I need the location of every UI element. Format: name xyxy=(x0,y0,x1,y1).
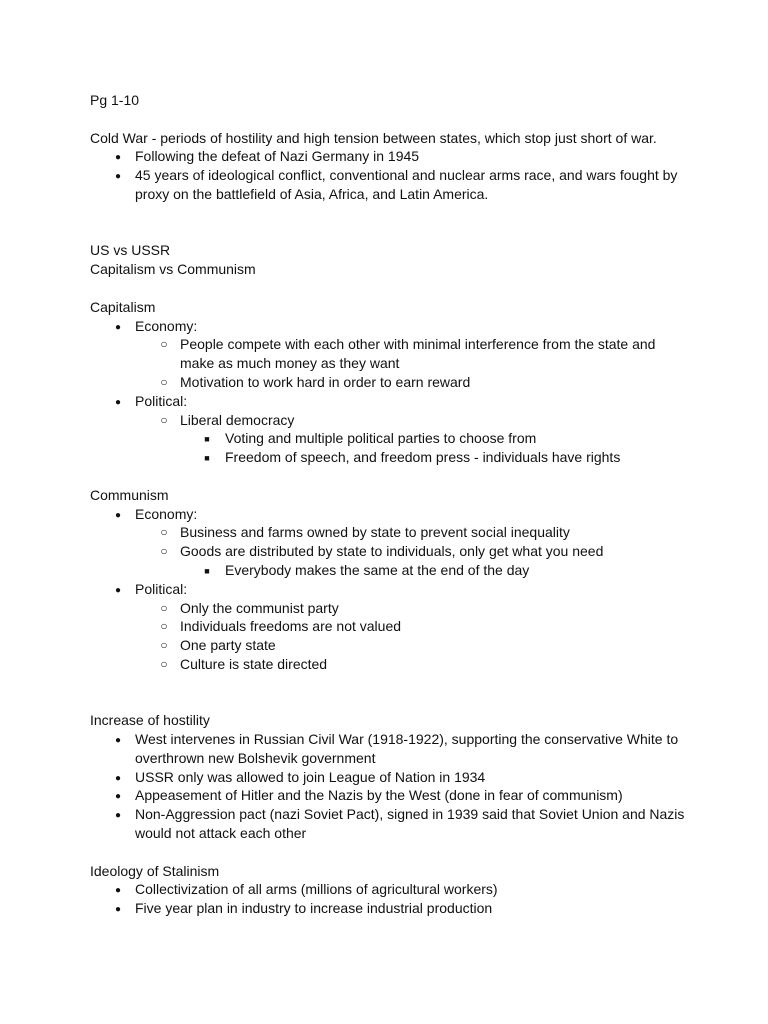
list-item xyxy=(90,805,690,843)
list-item-text: Following the defeat of Nazi Germany in 1945 xyxy=(135,148,420,165)
section-heading-communism: Communism xyxy=(90,486,169,503)
comparison-line: US vs USSR xyxy=(90,242,171,259)
list-item xyxy=(90,147,690,166)
list-item xyxy=(90,768,690,787)
list-item-text: One party state xyxy=(180,637,276,654)
page-range: Pg 1-10 xyxy=(90,92,140,108)
list-item xyxy=(90,655,690,674)
bullet-circle-icon xyxy=(156,542,172,562)
list-item xyxy=(90,617,690,636)
list-item xyxy=(90,599,690,618)
list-item-text: People compete with each other with minimal interference from the state and make as much money as they want xyxy=(180,336,656,372)
list-item-text: Business and farms owned by state to prevent social inequality xyxy=(180,524,570,541)
list-item xyxy=(90,786,690,805)
bullet-circle-icon xyxy=(156,655,172,675)
cold-war-definition: Cold War - periods of hostility and high tension between states, which stop just short of war. xyxy=(90,129,657,146)
list-item xyxy=(90,636,690,655)
list-item xyxy=(90,542,690,561)
list-item-text: Individuals freedoms are not valued xyxy=(180,618,402,635)
bullet-circle-icon xyxy=(156,523,172,543)
list-item xyxy=(90,411,690,430)
list-item xyxy=(90,523,690,542)
list-item-text: Everybody makes the same at the end of the day xyxy=(225,561,530,578)
bullet-disc-icon xyxy=(110,805,126,827)
bullet-disc-icon xyxy=(110,166,126,188)
bullet-circle-icon xyxy=(156,617,172,637)
list-item xyxy=(90,880,690,899)
list-item-text: Non-Aggression pact (nazi Soviet Pact), signed in 1939 said that Soviet Union and Nazis would not attack each other xyxy=(135,806,685,842)
list-item xyxy=(90,580,690,599)
bullet-square-icon xyxy=(199,429,215,450)
document-body xyxy=(90,91,690,918)
bullet-square-icon xyxy=(199,448,215,469)
list-item-text: Only the communist party xyxy=(180,599,339,616)
list-item-text: 45 years of ideological conflict, conventional and nuclear arms race, and wars fought by proxy on the battlefield of Asia, Africa, and Latin America. xyxy=(135,167,678,202)
list-item-text: Economy: xyxy=(135,505,198,522)
list-item xyxy=(90,373,690,392)
section-heading-hostility: Increase of hostility xyxy=(90,712,210,729)
bullet-disc-icon xyxy=(110,899,126,921)
list-item xyxy=(90,166,690,204)
list-item-text: Culture is state directed xyxy=(180,655,328,672)
list-item xyxy=(90,730,690,768)
bullet-circle-icon xyxy=(156,335,172,355)
bullet-circle-icon xyxy=(156,636,172,656)
section-heading-stalinism: Ideology of Stalinism xyxy=(90,862,220,879)
bullet-disc-icon xyxy=(110,730,126,752)
list-item xyxy=(90,561,690,580)
list-item xyxy=(90,392,690,411)
list-item-text: Motivation to work hard in order to earn reward xyxy=(180,373,471,390)
list-item xyxy=(90,317,690,336)
list-item xyxy=(90,429,690,448)
list-item-text: Collectivization of all arms (millions of agricultural workers) xyxy=(135,881,498,898)
list-item xyxy=(90,335,690,373)
list-item-text: Liberal democracy xyxy=(180,411,295,428)
list-item-text: Economy: xyxy=(135,317,198,334)
list-item-text: Voting and multiple political parties to choose from xyxy=(225,430,537,447)
comparison-line: Capitalism vs Communism xyxy=(90,261,256,278)
bullet-square-icon xyxy=(199,561,215,582)
list-item xyxy=(90,899,690,918)
list-item-text: Appeasement of Hitler and the Nazis by the West (done in fear of communism) xyxy=(135,787,623,804)
list-item-text: Five year plan in industry to increase industrial production xyxy=(135,900,493,917)
list-item-text: Political: xyxy=(135,580,188,597)
list-item-text: Freedom of speech, and freedom press - individuals have rights xyxy=(225,449,621,466)
list-item-text: Political: xyxy=(135,392,188,409)
list-item xyxy=(90,448,690,467)
bullet-circle-icon xyxy=(156,411,172,431)
section-heading-capitalism: Capitalism xyxy=(90,298,156,315)
list-item-text: USSR only was allowed to join League of Nation in 1934 xyxy=(135,768,486,785)
list-item xyxy=(90,505,690,524)
list-item-text: Goods are distributed by state to individuals, only get what you need xyxy=(180,543,604,560)
bullet-circle-icon xyxy=(156,373,172,393)
bullet-circle-icon xyxy=(156,599,172,619)
list-item-text: West intervenes in Russian Civil War (1918-1922), supporting the conservative White to overthrown new Bolshevik government xyxy=(135,731,679,766)
